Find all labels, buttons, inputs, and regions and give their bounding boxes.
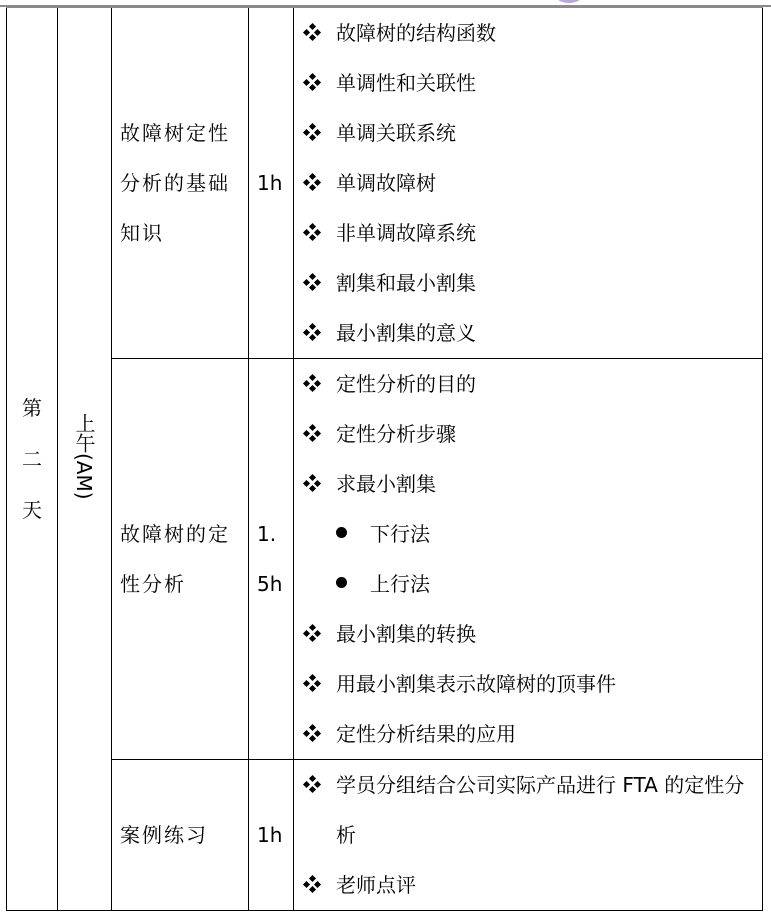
round-bullet-icon	[336, 577, 347, 588]
diamond-bullet-icon	[304, 876, 320, 892]
session-cell	[58, 7, 112, 911]
diamond-bullet-icon	[304, 725, 320, 741]
diamond-bullet-icon	[304, 324, 320, 340]
header-decoration	[558, 0, 580, 3]
topic-label: 案例练习	[120, 823, 208, 847]
hours-label: 1.5h	[257, 522, 283, 596]
diamond-bullet-icon	[304, 675, 320, 691]
diamond-bullet-icon	[304, 425, 320, 441]
list-item: 非单调故障系统	[304, 208, 756, 258]
hours-cell	[249, 359, 294, 760]
diamond-bullet-icon	[304, 274, 320, 290]
schedule-row	[7, 7, 763, 359]
diamond-bullet-icon	[304, 776, 320, 792]
diamond-bullet-icon	[304, 625, 320, 641]
hours-cell	[249, 760, 294, 911]
diamond-bullet-icon	[304, 375, 320, 391]
content-cell	[294, 7, 763, 359]
topic-cell	[112, 760, 249, 911]
round-bullet-icon	[336, 527, 347, 538]
diamond-bullet-icon	[304, 224, 320, 240]
schedule-row	[7, 760, 763, 911]
list-item: 故障树的结构函数	[304, 8, 756, 58]
list-item: 定性分析结果的应用	[304, 709, 756, 759]
list-item: 老师点评	[304, 860, 756, 910]
diamond-bullet-icon	[304, 24, 320, 40]
hours-label: 1h	[257, 171, 283, 195]
list-item: 割集和最小割集	[304, 258, 756, 308]
diamond-bullet-icon	[304, 475, 320, 491]
day-label: 第二天	[22, 395, 42, 522]
sub-list-item: 下行法	[304, 509, 756, 559]
list-item: 定性分析的目的	[304, 359, 756, 409]
hours-cell	[249, 7, 294, 359]
topic-cell	[112, 359, 249, 760]
content-cell	[294, 359, 763, 760]
topic-label: 故障树定性分析的基础知识	[120, 121, 230, 245]
hours-label: 1h	[257, 823, 283, 847]
diamond-bullet-icon	[304, 124, 320, 140]
session-label: 上午(AM)	[72, 413, 96, 500]
schedule-row	[7, 359, 763, 760]
day-cell	[7, 7, 58, 911]
course-schedule-table	[6, 6, 763, 911]
sub-list-item: 上行法	[304, 559, 756, 609]
diamond-bullet-icon	[304, 174, 320, 190]
list-item: 用最小割集表示故障树的顶事件	[304, 659, 756, 709]
list-item: 求最小割集	[304, 459, 756, 509]
topic-label: 故障树的定性分析	[120, 522, 230, 596]
diamond-bullet-icon	[304, 74, 320, 90]
topic-cell	[112, 7, 249, 359]
list-item: 最小割集的意义	[304, 308, 756, 358]
list-item: 学员分组结合公司实际产品进行 FTA 的定性分析	[304, 760, 756, 860]
list-item: 定性分析步骤	[304, 409, 756, 459]
list-item: 最小割集的转换	[304, 609, 756, 659]
list-item: 单调故障树	[304, 158, 756, 208]
content-cell	[294, 760, 763, 911]
list-item: 单调性和关联性	[304, 58, 756, 108]
list-item: 单调关联系统	[304, 108, 756, 158]
